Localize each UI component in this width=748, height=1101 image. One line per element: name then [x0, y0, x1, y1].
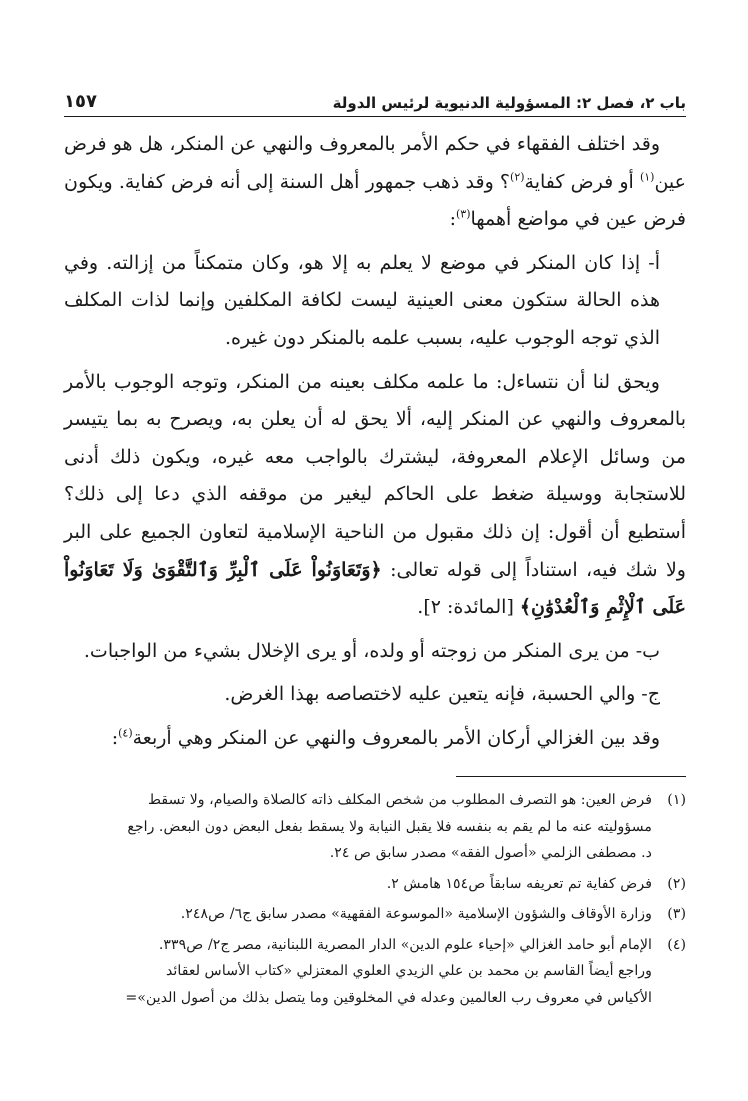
- running-header: [64, 86, 686, 117]
- closing-tail: :: [111, 726, 119, 749]
- footnote-number: (٢): [667, 875, 686, 892]
- footnote-divider: [456, 776, 686, 777]
- footnote-line: الإمام أبو حامد الغزالي «إحياء علوم الدين» الدار المصرية اللبنانية، مصر ج٢/ ص٣٣٩.: [158, 936, 652, 953]
- intro-text-1: وقد اختلف الفقهاء في حكم الأمر بالمعروف والنهي عن المنكر، هل هو فرض عين: [64, 133, 686, 193]
- footnote-ref-4[interactable]: (٤): [118, 726, 133, 740]
- discussion-text: ويحق لنا أن نتساءل: ما علمه مكلف بعينه من المنكر، وتوجه الوجوب بالأمر بالمعروف والنهي عن المنكر إليه، ألا يحق له أن يعلن به، ويصرح به بما يتيسر من وسائل الإعلام المعروفة، ليشترك بالواجب معه غيره، ويكون ذلك أدنى للاستجابة ووسيلة ضغط على الحاكم ليغير من موقفه الذي دعا إلى ذلك؟ أستطيع أن أقول: إن ذلك مقبول من الناحية الإسلامية لتعاون الجميع على البر ولا شك فيه، استناداً إلى قوله تعالى:: [64, 370, 686, 581]
- footnote-line: د. مصطفى الزلمي «أصول الفقه» مصدر سابق ص ٢٤.: [329, 845, 652, 861]
- footnote-line: وزارة الأوقاف والشؤون الإسلامية «الموسوعة الفقهية» مصدر سابق ج٦/ ص٢٤٨.: [180, 906, 652, 922]
- footnote-number: (١): [667, 792, 686, 808]
- intro-text-3: ؟ وقد ذهب جمهور أهل السنة إلى أنه فرض كفاية. ويكون فرض عين في مواضع أهمها: [64, 170, 686, 231]
- footnote-1: [64, 787, 686, 867]
- running-title: باب ٢، فصل ٢: المسؤولية الدنيوية لرئيس الدولة: [332, 94, 686, 112]
- footnote-2: [64, 871, 686, 898]
- footnote-ref-3[interactable]: (٣): [455, 207, 471, 221]
- footnote-line: مسؤوليته عنه ما لم يقم به بنفسه فلا يقبل النيابة ولا يسقط بفعل البعض دون البعض. راجع: [127, 818, 652, 835]
- closing-text: وقد بين الغزالي أركان الأمر بالمعروف والنهي عن المنكر وهي أربعة: [132, 726, 660, 749]
- intro-text-2: أو فرض كفاية: [524, 170, 640, 193]
- footnote-line: الأكياس في معروف رب العالمين وعدله في المخلوقين وما يتصل بذلك من أصول الدين»=: [125, 989, 652, 1006]
- intro-text-4: :: [449, 208, 456, 231]
- footnote-4: [64, 932, 686, 1012]
- footnote-number: (٤): [667, 936, 686, 953]
- main-text: [64, 126, 686, 758]
- footnote-number: (٣): [667, 906, 686, 922]
- footnote-ref-2[interactable]: (٢): [510, 170, 525, 184]
- footnote-text: [64, 871, 652, 898]
- footnote-line: فرض العين: هو التصرف المطلوب من شخص المكلف ذاته كالصلاة والصيام، ولا تسقط: [147, 792, 652, 808]
- item-a: أ- إذا كان المنكر في موضع لا يعلم به إلا هو، وكان متمكناً من إزالته. وفي هذه الحالة ستكون معنى العينية ليست لكافة المكلفين وإنما لذات المكلف الذي توجه الوجوب عليه، بسبب علمه بالمنكر دون غيره.: [64, 251, 660, 349]
- discussion-paragraph: [64, 364, 686, 627]
- footnote-ref-1[interactable]: (١): [639, 170, 655, 184]
- page-number: ١٥٧: [64, 91, 97, 112]
- intro-paragraph: [64, 126, 686, 239]
- footnote-text: [64, 787, 652, 867]
- item-b: ب- من يرى المنكر من زوجته أو ولده، أو يرى الإخلال بشيء من الواجبات.: [83, 639, 660, 662]
- closing-paragraph: [64, 720, 686, 758]
- footnote-line: فرض كفاية تم تعريفه سابقاً ص١٥٤ هامش ٢.: [386, 875, 652, 892]
- verse-citation: [المائدة: ٢].: [417, 596, 520, 619]
- footnote-line: وراجع أيضاً القاسم بن محمد بن علي الزيدي العلوي المعتزلي «كتاب الأساس لعقائد: [165, 963, 652, 979]
- footnote-text: [64, 932, 652, 1012]
- quran-verse: ﴿وَتَعَاوَنُواْ عَلَى ٱلْبِرِّ وَٱلتَّقْوَىٰ وَلَا تَعَاوَنُواْ عَلَى ٱلْإِثْمِ وَٱلْعُدْوَٰنِ﴾: [64, 558, 686, 619]
- footnote-list: [64, 787, 686, 1011]
- footnote-text: [64, 901, 652, 928]
- page: [64, 86, 686, 758]
- footnotes: [64, 776, 686, 1015]
- footnote-3: [64, 901, 686, 928]
- item-c: ج- والي الحسبة، فإنه يتعين عليه لاختصاصه بهذا الغرض.: [224, 683, 660, 706]
